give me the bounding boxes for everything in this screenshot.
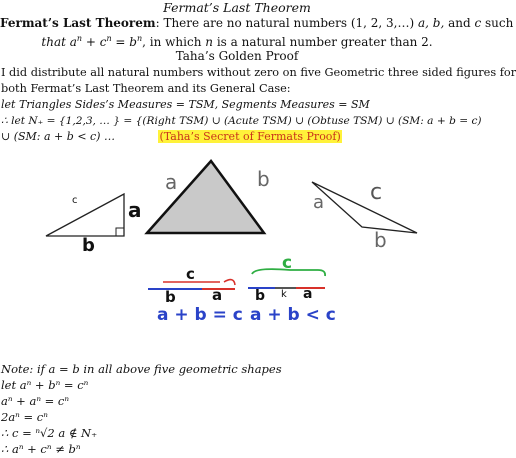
eq-part: = b [111, 35, 137, 49]
statement-text-2: and [444, 16, 475, 30]
right-angle-mark [116, 228, 124, 236]
acute-label-b: b [257, 167, 270, 191]
segment1-equation: a + b = c [157, 305, 243, 325]
note-line-2: aⁿ + aⁿ = cⁿ [1, 394, 70, 408]
note-line-5: ∴ aⁿ + cⁿ ≠ bⁿ [1, 442, 81, 456]
eq-var-n: n [205, 35, 213, 49]
intro-line-1: I did distribute all natural numbers without zero on five Geometric three sided figures for [1, 66, 516, 79]
segment2-equation: a + b < c [250, 305, 336, 325]
right-label-c: c [72, 195, 78, 206]
obtuse-label-c: c [370, 180, 383, 205]
page-title: Fermat’s Last Theorem [163, 0, 311, 15]
eq-exponent: n [76, 34, 83, 43]
eq-part: , in which [142, 35, 206, 49]
segment1-label-c: c [186, 265, 195, 283]
statement-var-c: c [474, 16, 482, 30]
eq-part: that a [41, 35, 77, 49]
theorem-label: Fermat’s Last Theorem [0, 16, 156, 30]
statement-vars: a, b, [417, 16, 445, 30]
note-line-0: Note: if a = b in all above five geometric shapes [1, 362, 282, 376]
eq-exponent: n [136, 34, 143, 43]
obtuse-label-b: b [374, 228, 387, 252]
eq-part: + c [82, 35, 107, 49]
statement-text-3: such [481, 16, 514, 30]
union-text: ∪ (SM: a + b < c) … [1, 130, 115, 143]
note-line-4: ∴ c = ⁿ√2 a ∉ N₊ [1, 426, 98, 440]
statement-text-1: : There are no natural numbers (1, 2, 3,…) [155, 16, 418, 30]
let-definition-line: let Triangles Sides’s Measures = TSM, Segments Measures = SM [1, 98, 370, 111]
golden-proof-title: Taha’s Golden Proof [175, 49, 299, 63]
obtuse-label-a: a [313, 192, 325, 213]
segment1-brace [163, 280, 235, 285]
segment2-label-k: k [281, 289, 287, 300]
note-line-3: 2aⁿ = cⁿ [1, 410, 48, 424]
right-label-b: b [82, 235, 95, 256]
segment1-label-b: b [165, 288, 176, 306]
note-line-1: let aⁿ + bⁿ = cⁿ [1, 378, 89, 392]
eq-part: is a natural number greater than 2. [213, 35, 433, 49]
right-triangle [46, 194, 124, 236]
eq-exponent: n [106, 34, 112, 43]
acute-label-a: a [165, 170, 178, 194]
intro-line-2: both Fermat’s Last Theorem and its General Case: [1, 82, 291, 95]
segment2-label-a: a [303, 286, 313, 302]
segment1-label-a: a [212, 286, 223, 304]
obtuse-triangle [312, 182, 417, 233]
set-definition-line: ∴ let N₊ = {1,2,3, … } = {(Right TSM) ∪ (Acute TSM) ∪ (Obtuse TSM) ∪ (SM: a + b = c) [1, 115, 482, 127]
right-label-a: a [128, 198, 142, 222]
segment2-label-b: b [255, 288, 266, 304]
segment2-label-c: c [282, 253, 293, 273]
secret-highlight: (Taha’s Secret of Fermats Proof) [159, 130, 341, 143]
